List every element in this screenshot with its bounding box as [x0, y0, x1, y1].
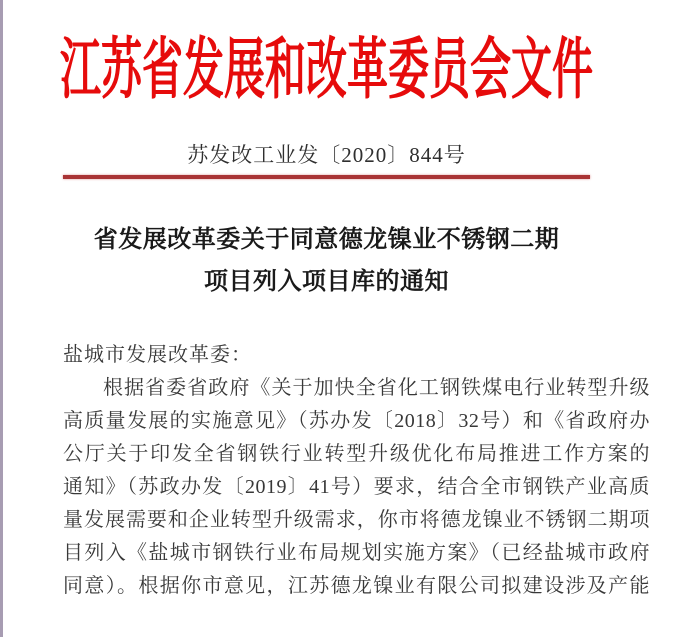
document-body — [63, 339, 650, 603]
body-text-line: 量发展需要和企业转型升级需求，你市将德龙镍业不锈钢二期项 — [63, 509, 650, 531]
letterhead-title: 江苏省发展和改革委员会文件 — [60, 31, 593, 106]
document-title-line1: 省发展改革委关于同意德龙镍业不锈钢二期 — [93, 227, 560, 253]
red-letterhead — [60, 24, 593, 106]
addressee-line: 盐城市发展改革委： — [63, 344, 252, 366]
body-text-line: 目列入《盐城市钢铁行业布局规划实施方案》（已经盐城市政府 — [63, 542, 650, 564]
document-content — [3, 0, 673, 603]
body-text-line: 同意）。根据你市意见，江苏德龙镍业有限公司拟建设涉及产能 — [63, 575, 650, 597]
red-divider-line — [63, 175, 590, 179]
body-text-line: 根据省委省政府《关于加快全省化工钢铁煤电行业转型升级 — [103, 377, 650, 399]
document-header — [60, 24, 593, 303]
document-number: 苏发改工业发〔2020〕844号 — [187, 143, 466, 167]
document-title-line2: 项目列入项目库的通知 — [204, 269, 449, 295]
body-text-line: 公厅关于印发全省钢铁行业转型升级优化布局推进工作方案的 — [63, 443, 650, 465]
document-title — [63, 219, 590, 303]
body-text-line: 通知》（苏政办发〔2019〕41号）要求，结合全市钢铁产业高质 — [63, 476, 650, 498]
body-text-line: 高质量发展的实施意见》（苏办发〔2018〕32号）和《省政府办 — [63, 410, 650, 432]
